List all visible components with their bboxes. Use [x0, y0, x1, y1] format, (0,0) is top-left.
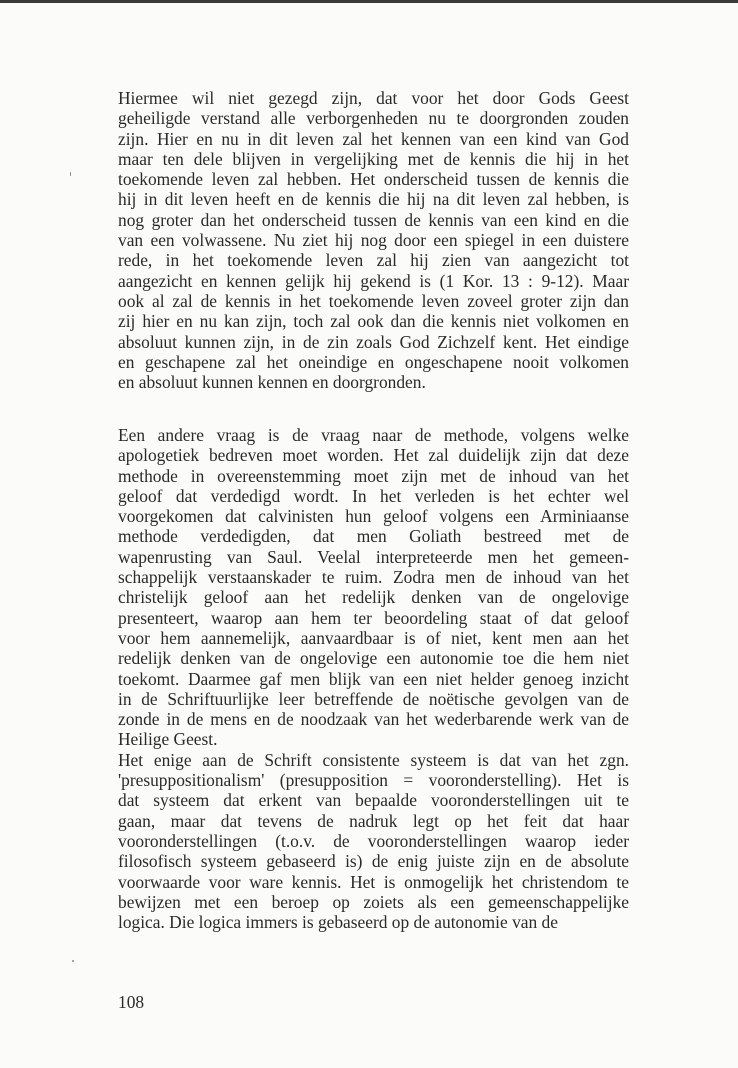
- text-line: wapenrusting van Saul. Veelal interpreteerde men het gemeen-: [118, 546, 629, 567]
- text-line: Hiermee wil niet gezegd zijn, dat voor het door Gods Geest: [118, 88, 629, 108]
- scan-speck: [72, 960, 74, 962]
- text-line: geheiligde verstand alle verborgenheden nu te doorgronden zouden: [118, 108, 629, 129]
- page-number: 108: [118, 992, 145, 1012]
- text-line: van een volwassene. Nu ziet hij nog door een spiegel in een duistere: [118, 230, 629, 251]
- text-line: nog groter dan het onderscheid tussen de kennis van een kind en die: [118, 209, 629, 230]
- text-line: en absoluut kunnen kennen en doorgronden.: [118, 372, 426, 393]
- text-line: methode in overeenstemming moet zijn met de inhoud van het: [118, 465, 629, 486]
- text-line: voor hem aannemelijk, aanvaardbaar is of niet, kent men aan het: [118, 627, 629, 648]
- text-line: presenteert, waarop aan hem ter beoordeling staat of dat geloof: [118, 607, 629, 628]
- text-line: logica. Die logica immers is gebaseerd op de autonomie van de: [118, 912, 558, 933]
- text-line: redelijk denken van de ongelovige een autonomie toe die hem niet: [118, 648, 629, 669]
- text-line: toekomende leven zal hebben. Het onderscheid tussen de kennis die: [118, 169, 629, 190]
- text-line: geloof dat verdedigd wordt. In het verleden is het echter wel: [118, 485, 629, 506]
- text-line: maar ten dele blijven in vergelijking met de kennis die hij in het: [118, 148, 629, 169]
- text-line: zijn. Hier en nu in dit leven zal het kennen van een kind van God: [118, 128, 629, 149]
- text-line: en geschapene zal het oneindige en ongeschapene nooit volkomen: [118, 351, 629, 372]
- paragraph-knowledge-limits: [118, 88, 629, 392]
- text-line: bewijzen met een beroep op zoiets als een gemeenschappelijke: [118, 891, 629, 912]
- text-line: absoluut kunnen zijn, in de zin zoals God Zichzelf kent. Het eindige: [118, 331, 629, 352]
- text-line: voorgekomen dat calvinisten hun geloof volgens een Arminiaanse: [118, 506, 629, 527]
- text-line: Een andere vraag is de vraag naar de methode, volgens welke: [118, 425, 629, 445]
- text-line: schappelijk verstaanskader te ruim. Zodra men de inhoud van het: [118, 567, 629, 588]
- text-line: apologetiek bedreven moet worden. Het zal duidelijk zijn dat deze: [118, 445, 629, 466]
- text-line: toekomt. Daarmee gaf men blijk van een niet helder genoeg inzicht: [118, 668, 629, 689]
- text-line: filosofisch systeem gebaseerd is) de enig juiste zijn en de absolute: [118, 851, 629, 872]
- text-line: zonde in de mens en de noodzaak van het wederbarende werk van de: [118, 709, 629, 730]
- text-line: hij in dit leven heeft en de kennis die hij na dit leven zal hebben, is: [118, 189, 629, 210]
- scan-speck: [70, 172, 71, 176]
- text-line: zij hier en nu kan zijn, toch zal ook dan die kennis niet volkomen en: [118, 311, 629, 332]
- text-line: rede, in het toekomende leven zal hij zien van aangezicht tot: [118, 250, 629, 271]
- text-line: methode verdedigden, dat men Goliath bestreed met de: [118, 526, 629, 547]
- text-line: Heilige Geest.: [118, 729, 218, 750]
- text-line: in de Schriftuurlijke leer betreffende de noëtische gevolgen van de: [118, 688, 629, 709]
- text-line: Het enige aan de Schrift consistente systeem is dat van het zgn.: [118, 749, 629, 770]
- text-line: vooronderstellingen (t.o.v. de vooronderstellingen waarop ieder: [118, 830, 629, 851]
- text-line: voorwaarde voor ware kennis. Het is onmogelijk het christendom te: [118, 871, 629, 892]
- text-line: 'presuppositionalism' (presupposition = vooronderstelling). Het is: [118, 770, 629, 791]
- text-line: gaan, maar dat tevens de nadruk legt op het feit dat haar: [118, 810, 629, 831]
- text-line: ook al zal de kennis in het toekomende leven zoveel groter zijn dan: [118, 290, 629, 311]
- text-line: aangezicht en kennen gelijk hij gekend is (1 Kor. 13 : 9-12). Maar: [118, 270, 629, 291]
- page-top-edge: [0, 0, 738, 3]
- text-line: dat systeem dat erkent van bepaalde vooronderstellingen uit te: [118, 790, 629, 811]
- paragraph-apologetics-method: [118, 425, 629, 932]
- text-line: christelijk geloof aan het redelijk denken van de ongelovige: [118, 587, 629, 608]
